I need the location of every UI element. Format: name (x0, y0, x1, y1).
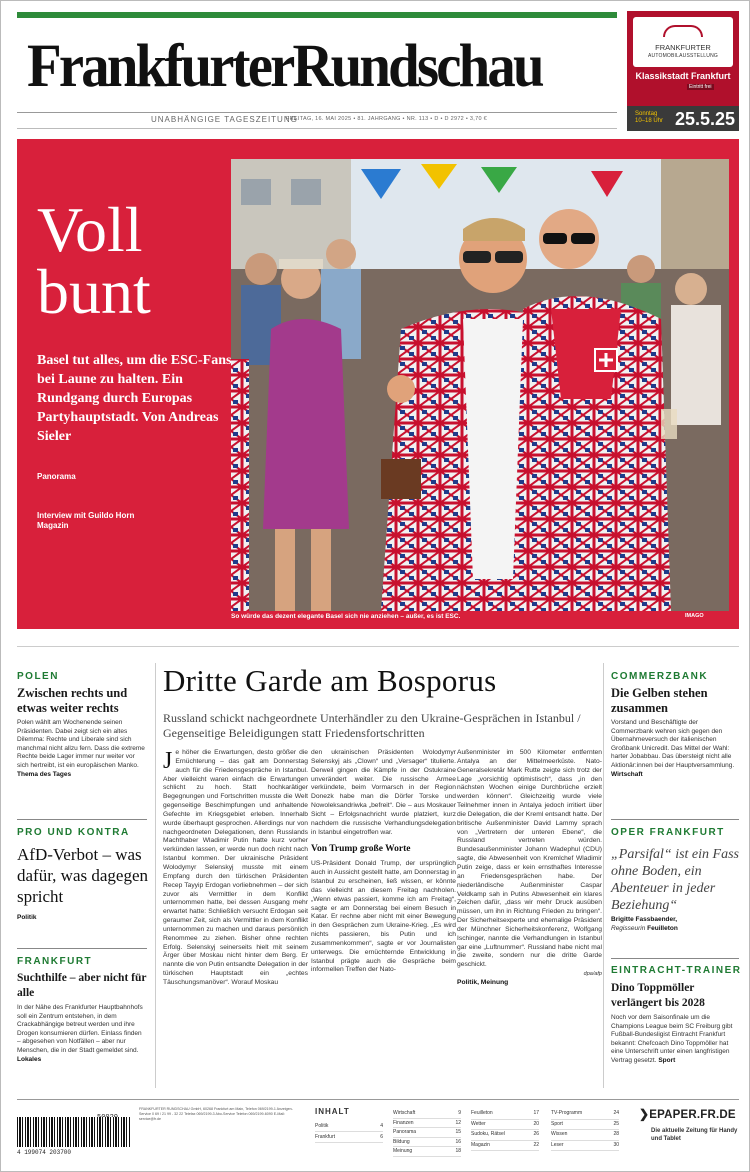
barcode (17, 1117, 131, 1147)
contents-item-page: 24 (613, 1110, 619, 1116)
contents-item-label: Finanzen (393, 1119, 414, 1126)
hero-teaser: Basel tut alles, um die ESC-Fans bei Laune zu halten. Ein Rundgang durch Europas Partyhauptstadt. Von Andreas Sieler (37, 353, 232, 444)
eintracht-section-ref[interactable]: Sport (658, 1056, 676, 1064)
car-icon (663, 25, 703, 37)
article-dropcap: J (163, 748, 173, 774)
contents-item-page: 9 (458, 1110, 461, 1116)
contents-item[interactable] (551, 1130, 619, 1141)
contents-item[interactable] (471, 1141, 539, 1152)
commerzbank-teaser (611, 719, 739, 779)
footer-rule (17, 1099, 739, 1100)
column-rule (17, 948, 147, 949)
contents-item-label: TV-Programm (551, 1110, 583, 1116)
hero-interview-line2: Magazin (37, 521, 69, 530)
contents-item-label: Feuilleton (471, 1110, 493, 1116)
commerzbank-headline[interactable]: Die Gelben stehen zusammen (611, 686, 708, 715)
article-column-1-text: e höher die Erwartungen, desto größer die Ernüchterung – das galt am Donnerstag auch für die Friedensgespräche in Istanbul. Aber vielleicht waren einfach die Erwartungen schlicht zu hoch. Statt hochkarätiger Begegnungen und Fortschritten musste die Welt gegenseitige Beschimpfungen und anhaltende Gefechte im Kriegsgebiet erleben. Innerhalb wurde überhaupt gesprochen. Allerdings nur von nachgeordneten Delegationen, denn Russlands Machthaber Wladimir Putin hatte kurz vorher verkünden lassen, er werde nun doch nicht nach Istanbul kommen. Der ukrainische Präsident Wolodymyr Selenskyj musste mit einem Empfang durch den türkischen Präsidenten Recep Tayyip Erdogan vorliebnehmen – der sich zuvor als Vermittler in dem Konflikt unternommen hatte, bei dessen Ausgang mehr erwartet hatte: Schließlich versucht Erdogan seit geraumer Zeit, sich als Vermittler in dem Konflikt unternommen zu machen und daraus persönlich Renommee zu ziehen. Bisher ohne rechten Erfolg. Selenskyj seinerseits hielt mit seinem Ärger über Moskau nicht hinter dem Berg. Er nannte die von Putin entsandte Delegation in der türkischen Hauptstadt ein „echtes Täuschungsmanöver“. Worauf Moskau (163, 749, 308, 986)
ad-logo-line2: AUTOMOBILAUSSTELLUNG (647, 53, 719, 59)
ad-headline: Klassikstadt Frankfurt (635, 71, 731, 81)
ad-day-line1: Sonntag (635, 111, 658, 117)
column-rule (17, 819, 147, 820)
frankfurt-section-ref[interactable]: Lokales (17, 1055, 42, 1063)
frankfurt-kicker: FRANKFURT (17, 956, 93, 967)
section-divider (17, 646, 739, 647)
contents-title: INHALT (315, 1107, 350, 1116)
contents-item-label: Politik (315, 1123, 329, 1129)
column-divider (155, 663, 156, 1088)
ad-day-line2: 10–18 Uhr (635, 118, 664, 124)
eintracht-teaser (611, 1014, 739, 1066)
contents-item-page: 26 (533, 1131, 539, 1137)
polen-teaser (17, 719, 147, 779)
article-section-ref[interactable]: Politik, Meinung (457, 978, 509, 986)
oper-section-ref[interactable]: Feuilleton (647, 924, 678, 932)
contents-item[interactable] (315, 1121, 383, 1132)
hero-photo-credit: IMAGO (685, 613, 704, 619)
contents-item-label: Magazin (471, 1141, 490, 1148)
oper-attribution (611, 916, 739, 933)
article-column-2-text-a: den ukrainischen Präsidenten Wolodymyr Selenskyj als „Clown“ und „Versager“ titulierte. Derweil gingen die Kämpfe in der Ostukraine unverändert weiter. Die russische Armee verkündete, beim Vormarsch in der Region Donezk habe man die Dörfer Torske und Nowoleksandriwka „befreit“. Die – aus Moskauer Sicht – Erfolgsnachricht wurde platziert, kurz nachdem die russische Verhandlungsdelegation in Istanbul eingetroffen war. (311, 749, 456, 836)
frankfurt-teaser-text: In der Nähe des Frankfurter Hauptbahnhofs soll ein Zentrum entstehen, in dem Crackabhängige betreut werden und ihre Drogen konsumieren dürfen. Einlass finden – abgesehen von Notfällen – aber nur Menschen, die in der Stadt gemeldet sind. (17, 1004, 143, 1054)
contents-item-label: Sudoku, Rätsel (471, 1131, 505, 1137)
contents-item-label: Wissen (551, 1131, 568, 1137)
contents-item[interactable] (393, 1128, 461, 1138)
frankfurt-teaser (17, 1004, 147, 1064)
oper-kicker: OPER FRANKFURT (611, 827, 725, 838)
contents-item-label: Frankfurt (315, 1134, 336, 1140)
ad-logo (633, 17, 733, 67)
epaper-link-label: EPAPER.FR.DE (649, 1109, 736, 1121)
article-column-3-text: Außenminister im 500 Kilometer entfernten Antalya an der Mittelmeerküste. Nato-Generalsekretär Mark Rutte zeigte sich trotz der Lage „vorsichtig optimistisch“, dass „in den nächsten Wochen einige Durchbrüche erzielt werden können“. Gleichzeitig wurde viele Teilnehmer innen in Antalya jedoch irritiert über die Delegation, die der Kreml entsandt hatte. Der britische Außenminister David Lammy sprach von „Vertretern der unteren Ebene“, die Russland vertreten würden. Bundesaußenminister Johann Wadephul (CDU) sagte, die Abwesenheit von Kremlchef Wladimir Putin zeige, dass er kein ernsthaftes Interesse an Friedensgesprächen habe. Der niederländische Außenminister Caspar Veldkamp sah in Putins Abwesenheit ein klares Zeichen dafür, „dass wir mehr Druck ausüben müssen, um ihn in Richtung Frieden zu bringen“. Der Sicherheitsexperte und ehemalige Präsident der Münchner Sicherheitskonferenz, Wolfgang Ischinger, nannte die Verhandlungen in Istanbul gar eine „Luftnummer“. Russland habe nicht mal die zweite, sondern nur die dritte Garde geschickt. (457, 749, 602, 969)
contents-item-label: Leser (551, 1141, 564, 1148)
pro-kontra-headline[interactable]: AfD-Verbot – was dafür, was dagegen spricht (17, 845, 149, 906)
eintracht-teaser-text: Noch vor dem Saisonfinale um die Champions League beim SC Freiburg gibt Fußball-Bundesligist Eintracht Frankfurt bekannt: Chefcoach Dino Toppmöller hat eine Unterschrift unter einen langfristigen Vertrag gesetzt. (611, 1014, 733, 1064)
pro-kontra-kicker: PRO UND KONTRA (17, 827, 130, 838)
contents-column-1 (315, 1121, 383, 1143)
contents-item-page: 12 (455, 1119, 461, 1126)
hero-interview-line1: Interview mit Guildo Horn (37, 511, 135, 520)
contents-item-page: 30 (613, 1141, 619, 1148)
polen-kicker: POLEN (17, 671, 59, 682)
barcode-number: 4 199074 203700 (17, 1149, 72, 1156)
contents-item-label: Wetter (471, 1120, 486, 1127)
contents-item[interactable] (551, 1120, 619, 1131)
contents-column-2 (393, 1109, 461, 1157)
contents-item[interactable] (393, 1147, 461, 1157)
contents-item-page: 25 (613, 1120, 619, 1127)
frankfurt-headline[interactable]: Suchthilfe – aber nicht für alle (17, 972, 147, 999)
advertisement-box[interactable] (627, 11, 739, 131)
contents-item-label: Meinung (393, 1148, 413, 1155)
hero-photo (231, 159, 729, 611)
masthead-title: FrankfurterRundschau (27, 33, 542, 100)
epaper-link[interactable] (639, 1107, 736, 1121)
article-column-2 (311, 749, 456, 975)
column-rule (611, 819, 739, 820)
hero-story[interactable] (17, 139, 739, 629)
crowd-photo-illustration (231, 159, 729, 611)
contents-item-page: 4 (380, 1123, 383, 1129)
contents-item[interactable] (393, 1119, 461, 1129)
article-column-1 (163, 749, 308, 988)
masthead-dateline: FREITAG, 16. MAI 2025 • 81. JAHRGANG • NR. 113 • D • D 2972 • 3,70 € (286, 116, 488, 122)
pro-kontra-section-ref[interactable]: Politik (17, 914, 37, 921)
article-author: dpa/afp (583, 971, 602, 978)
hero-interview-ref (37, 511, 197, 531)
contents-item-page: 17 (533, 1110, 539, 1116)
contents-column-4 (551, 1109, 619, 1151)
epaper-subtext: Die aktuelle Zeitung für Handy und Tablet (651, 1128, 738, 1142)
masthead-rule (17, 112, 617, 113)
main-headline[interactable]: Dritte Garde am Bosporus (163, 663, 497, 698)
hero-title-line1: Voll (37, 194, 143, 265)
contents-column-3 (471, 1109, 539, 1151)
hero-section-ref: Panorama (37, 472, 76, 481)
hero-photo-caption: So würde das dezent elegante Basel sich nie anziehen – außer, es ist ESC. (231, 613, 461, 620)
commerzbank-teaser-text: Vorstand und Beschäftigte der Commerzbank wehren sich gegen den Übernahmeversuch der italienischen Großbank Unicredit. Das Mittel der Wahl: harter Jobabbau. Das übersteigt nicht alle Aktionär:innen bei der Hauptversammlung. (611, 719, 735, 769)
contents-item-page: 22 (533, 1141, 539, 1148)
pro-kontra-ref (17, 914, 37, 923)
polen-section-ref[interactable]: Thema des Tages (17, 770, 72, 778)
contents-item[interactable] (393, 1109, 461, 1119)
oper-person-name: Brigitte Fassbaender, (611, 916, 678, 923)
contents-item[interactable] (471, 1130, 539, 1141)
ad-date: 25.5.25 (675, 109, 736, 129)
commerzbank-section-ref[interactable]: Wirtschaft (611, 770, 643, 778)
contents-item-label: Wirtschaft (393, 1110, 416, 1116)
oper-quote[interactable]: „Parsifal“ ist ein Fass ohne Boden, ein Abenteuer in jeder Beziehung“ (611, 847, 739, 913)
ad-date-strip (627, 106, 739, 131)
contents-item-page: 16 (455, 1138, 461, 1145)
contents-item-page: 6 (380, 1134, 383, 1140)
eintracht-kicker: EINTRACHT-TRAINER (611, 965, 742, 976)
article-column-3 (457, 749, 602, 988)
polen-headline[interactable]: Zwischen rechts und etwas weiter rechts (17, 686, 128, 715)
contents-item[interactable] (551, 1109, 619, 1120)
article-crosshead: Von Trump große Worte (311, 844, 411, 855)
contents-item[interactable] (315, 1132, 383, 1143)
impressum: FRANKFURTER RUNDSCHAU GmbH, 60268 Frankfurt am Main, Telefon 069/2199-1 Anzeigen-Service 0 69 / 21 99 - 32 22 Telefax 069/2199-3 Abo-Service Telefon 069/2199-6090 E-Mail: service@fr.de (139, 1107, 293, 1121)
contents-item[interactable] (471, 1120, 539, 1131)
masthead-rule-bottom (17, 128, 617, 129)
article-column-2-text-b: US-Präsident Donald Trump, der ursprünglich auch in Aussicht gestellt hatte, am Donnerstag in Istanbul zu erscheinen, ließ wissen, er könnte das vielleicht an diesem Freitag nachholen. „Wenn etwas passiert, komme ich am Freitag“, sagte er am Donnerstag bei einem Besuch in Katar. Er rechne aber nicht mit einer Bewegung in den Gesprächen zum Ukraine-Krieg. „Es wird nichts passieren, bis Putin und ich zusammenkommen“, sagte er vor Journalisten unterwegs. Die ernüchternde Entwicklung in Istanbul prägte auch die Gespräche beim informellen Treffen der Nato- (311, 860, 456, 974)
contents-item-page: 18 (455, 1148, 461, 1155)
eintracht-headline[interactable]: Dino Toppmöller verlängert bis 2028 (611, 982, 705, 1009)
contents-item-label: Sport (551, 1120, 563, 1127)
ad-logo-line1: FRANKFURTER (655, 43, 711, 52)
contents-item[interactable] (471, 1109, 539, 1120)
polen-teaser-text: Polen wählt am Wochenende seinen Präsidenten. Dabei zeigt sich ein altes Dilemma: Rechte und Liberale sind sich manchmal nicht allzu fern. Dass die extreme Rechte beide Lager immer nur weiter vor sich hertreibt, ist ein europäischen Manko. (17, 719, 145, 769)
commerzbank-kicker: COMMERZBANK (611, 671, 709, 682)
masthead-accent-bar (17, 12, 617, 18)
chevron-right-icon: ❯ (639, 1107, 650, 1121)
contents-item-page: 15 (455, 1129, 461, 1136)
oper-person-role: Regisseurin (611, 924, 646, 932)
contents-item-label: Panorama (393, 1129, 417, 1136)
contents-item[interactable] (393, 1138, 461, 1148)
masthead-tagline: UNABHÄNGIGE TAGESZEITUNG (151, 115, 298, 124)
column-divider (603, 663, 604, 1088)
main-subheadline: Russland schickt nachgeordnete Unterhändler zu den Ukraine-Gesprächen in Istanbul / Gegenseitige Beleidigungen statt Friedensfortschritten (163, 711, 581, 740)
hero-title (37, 194, 227, 327)
column-rule (611, 958, 739, 959)
hero-title-line2: bunt (37, 256, 151, 327)
ad-subline: Eintritt frei (689, 84, 712, 90)
contents-item-page: 20 (533, 1120, 539, 1127)
ad-day (635, 111, 663, 125)
contents-item-page: 28 (613, 1131, 619, 1137)
contents-item[interactable] (551, 1141, 619, 1152)
contents-item-label: Bildung (393, 1138, 410, 1145)
